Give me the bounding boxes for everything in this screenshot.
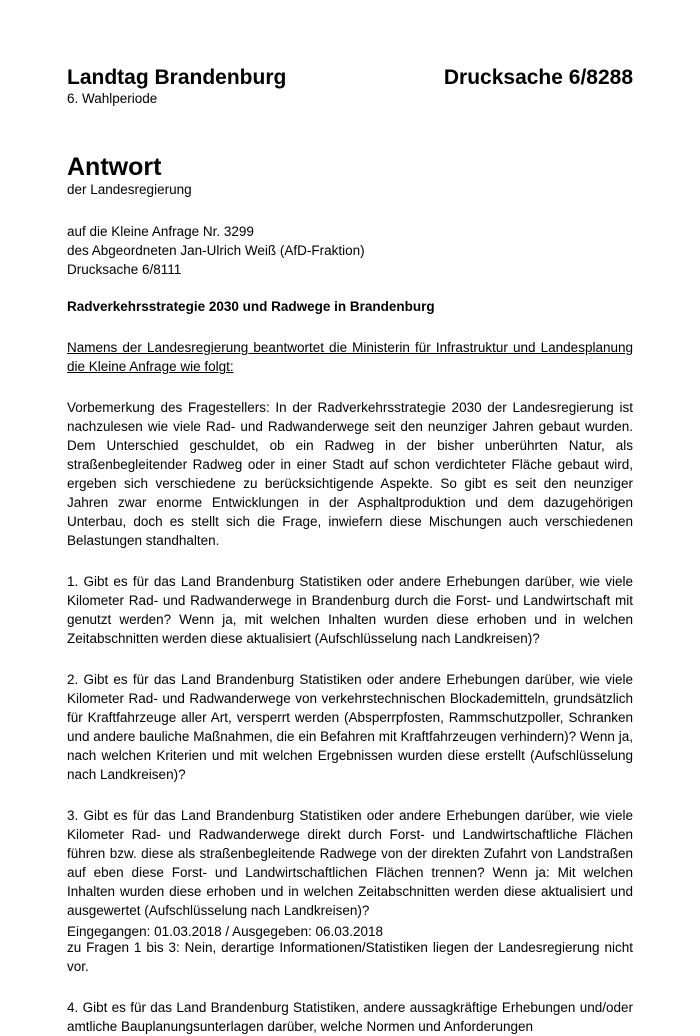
parliament-title: Landtag Brandenburg [67, 66, 287, 89]
question-4: 4. Gibt es für das Land Brandenburg Statistiken, andere aussagkräftige Erhebungen und/oder amtliche Bauplanungsunterlagen darüber, welche Normen und Anforderungen [67, 1000, 633, 1034]
reference-line: des Abgeordneten Jan-Ulrich Weiß (AfD-Fraktion) [67, 243, 365, 258]
document-header [67, 66, 633, 90]
question-2: 2. Gibt es für das Land Brandenburg Statistiken oder andere Erhebungen darüber, wie viele Kilometer Rad- und Radwanderwege von verkehrstechnischen Blockademitteln, grundsätzlich für Kraftfahrzeuge aller Art, versperrt werden (Absperrpfosten, Rammschutzpoller, Schranken und andere bauliche Maßnahmen, die ein Befahren mit Kraftfahrzeugen verhindern)? Wenn ja, nach welchen Kriterien und mit welchen Ergebnissen wurden diese erstellt (Aufschlüsselung nach Landkreisen)? [67, 672, 633, 782]
election-period: 6. Wahlperiode [67, 91, 158, 106]
subject-line: Radverkehrsstrategie 2030 und Radwege in Brandenburg [67, 299, 435, 314]
preamble-paragraph: Vorbemerkung des Fragestellers: In der Radverkehrsstrategie 2030 der Landesregierung ist nachzulesen wie viele Rad- und Radwanderwege seit den neunziger Jahren gebaut wurden. Dem Unterschied geschuldet, ob ein Radweg in der bisher unberührten Natur, als straßenbegleitender Radweg oder in einer Stadt auf schon verdichteter Fläche gebaut wird, ergeben sich verschiedene zu berücksichtigende Aspekte. So gibt es seit den neunziger Jahren zwar enorme Entwicklungen in der Asphaltproduktion und dem dazugehörigen Unterbau, doch es stellt sich die Frage, inwiefern diese Mischungen auch verschiedenen Belastungen standhalten. [67, 400, 633, 548]
document-page [67, 66, 633, 1036]
reference-line: Drucksache 6/8111 [67, 262, 182, 277]
reference-line: auf die Kleine Anfrage Nr. 3299 [67, 224, 254, 239]
footer-dates: Eingegangen: 01.03.2018 / Ausgegeben: 06.03.2018 [67, 924, 384, 939]
intro-paragraph: Namens der Landesregierung beantwortet die Ministerin für Infrastruktur und Landesplanung die Kleine Anfrage wie folgt: [67, 340, 633, 374]
drucksache-number: Drucksache 6/8288 [443, 66, 633, 89]
answer-1-to-3: zu Fragen 1 bis 3: Nein, derartige Informationen/Statistiken liegen der Landesregierung nicht vor. [67, 940, 633, 974]
document-heading: Antwort [67, 153, 162, 181]
question-3: 3. Gibt es für das Land Brandenburg Statistiken oder andere Erhebungen darüber, wie viele Kilometer Rad- und Radwanderwege direkt durch Forst- und Landwirtschaftliche Flächen führen bzw. diese als straßenbegleitende Radwege von der direkten Zufahrt von Landstraßen auf eben diese Forst- und Landwirtschaftlichen Flächen trennen? Wenn ja: Mit welchen Inhalten wurden diese erhoben und in welchen Zeitabschnitten werden diese aktualisiert und ausgewertet (Aufschlüsselung nach Landkreisen)? [67, 808, 633, 918]
reference-block [67, 222, 633, 279]
document-subheading: der Landesregierung [67, 182, 192, 197]
question-1: 1. Gibt es für das Land Brandenburg Statistiken oder andere Erhebungen darüber, wie viele Kilometer Rad- und Radwanderwege in Brandenburg durch die Forst- und Landwirtschaft mit genutzt werden? Wenn ja, mit welchen Inhalten wurden diese erhoben und in welchen Zeitabschnitten werden diese aktualisiert (Aufschlüsselung nach Landkreisen)? [67, 574, 633, 646]
